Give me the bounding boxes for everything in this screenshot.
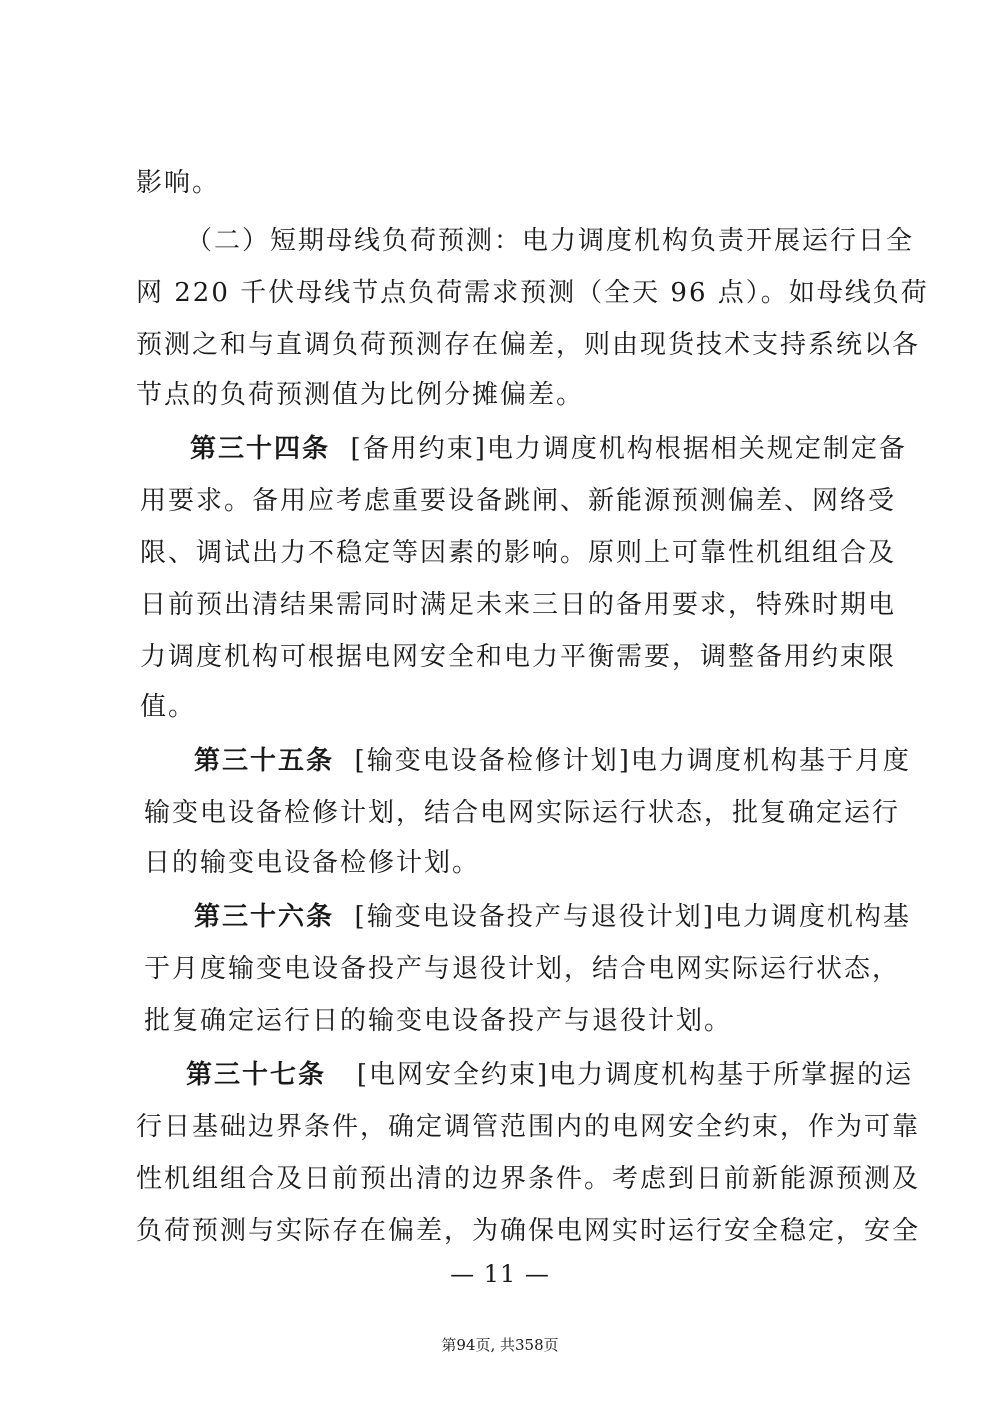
text-line: 影响。 [136, 168, 221, 198]
text-line: 限、调试出力不稳定等因素的影响。原则上可靠性机组组合及 [140, 538, 897, 568]
article-heading: 第三十五条 [194, 746, 335, 776]
text-line: （二）短期母线负荷预测：电力调度机构负责开展运行日全 [186, 226, 915, 256]
article-heading: 第三十七条 [186, 1060, 327, 1090]
text-line: 力调度机构可根据电网安全和电力平衡需要，调整备用约束限 [140, 642, 897, 672]
text-line: 值。 [140, 692, 197, 722]
text-line: 用要求。备用应考虑重要设备跳闸、新能源预测偏差、网络受 [140, 486, 897, 516]
text-line: 批复确定运行日的输变电设备投产与退役计划。 [144, 1006, 733, 1036]
text-line: 性机组组合及日前预出清的边界条件。考虑到日前新能源预测及 [136, 1164, 921, 1194]
article-heading: 第三十六条 [194, 902, 335, 932]
article-text: [输变电设备投产与退役计划]电力调度机构基 [354, 902, 911, 932]
text-line: 于月度输变电设备投产与退役计划，结合电网实际运行状态， [144, 954, 901, 984]
page-number: — 11 — [450, 1260, 550, 1288]
page-footer: 第94页, 共358页 [441, 1336, 559, 1354]
article-36-paragraph [194, 900, 911, 934]
text-line: 预测之和与直调负荷预测存在偏差，则由现货技术支持系统以各 [136, 330, 921, 360]
text-line: 日前预出清结果需同时满足未来三日的备用要求，特殊时期电 [140, 590, 897, 620]
text-line: 负荷预测与实际存在偏差，为确保电网实时运行安全稳定，安全 [136, 1216, 921, 1246]
text-line: 网 220 千伏母线节点负荷需求预测（全天 96 点）。如母线负荷 [136, 278, 929, 308]
text-line: 节点的负荷预测值为比例分摊偏差。 [136, 380, 585, 410]
text-line: 输变电设备检修计划，结合电网实际运行状态，批复确定运行 [144, 798, 901, 828]
article-34-paragraph [190, 432, 907, 466]
article-35-paragraph [194, 744, 911, 778]
text-line: 日的输变电设备检修计划。 [144, 848, 481, 878]
article-heading: 第三十四条 [190, 434, 331, 464]
text-line: 行日基础边界条件，确定调管范围内的电网安全约束，作为可靠 [136, 1112, 921, 1142]
article-text: [电网安全约束]电力调度机构基于所掌握的运 [356, 1060, 914, 1090]
article-text: [输变电设备检修计划]电力调度机构基于月度 [354, 746, 911, 776]
article-37-paragraph [186, 1058, 913, 1092]
article-text: [备用约束]电力调度机构根据相关规定制定备 [350, 434, 907, 464]
